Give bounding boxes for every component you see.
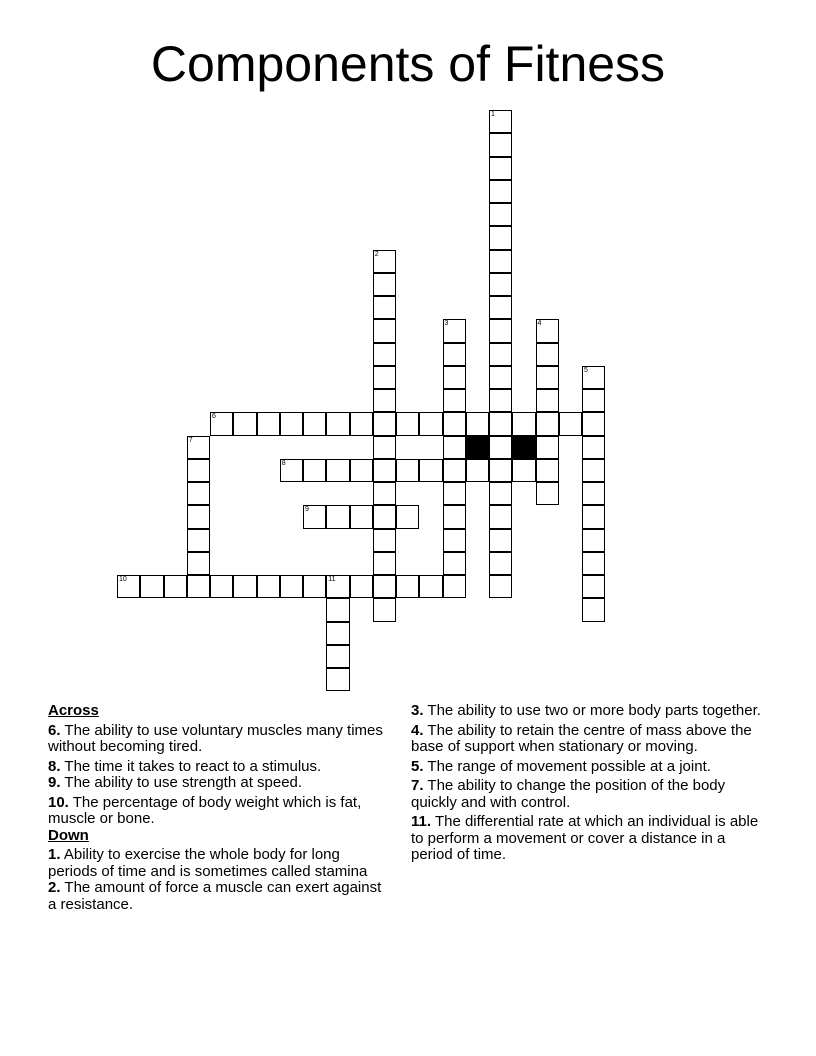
clue-across-6 (48, 723, 388, 756)
clue-text: The ability to change the position of the body quickly and with control. (411, 777, 726, 811)
crossword-cell[interactable] (582, 389, 605, 412)
clue-number: 2. (48, 879, 61, 896)
crossword-cell[interactable] (373, 250, 396, 273)
page-title: Components of Fitness (150, 36, 666, 92)
crossword-cell[interactable] (303, 459, 326, 482)
crossword-cell[interactable] (373, 598, 396, 621)
crossword-cell[interactable] (582, 598, 605, 621)
clue-text: The ability to use strength at speed. (64, 774, 303, 791)
clue-down-3 (411, 703, 761, 720)
crossword-cell[interactable] (582, 505, 605, 528)
crossword-cell[interactable] (326, 505, 349, 528)
crossword-cell[interactable] (489, 273, 512, 296)
crossword-cell[interactable] (489, 552, 512, 575)
crossword-cell[interactable] (187, 529, 210, 552)
crossword-cell[interactable] (466, 412, 489, 435)
clue-number: 1. (48, 846, 61, 863)
clue-across-9 (48, 775, 388, 792)
crossword-cell[interactable] (140, 575, 163, 598)
crossword-cell[interactable] (443, 389, 466, 412)
clue-across-8 (48, 759, 388, 776)
crossword-cell[interactable] (466, 459, 489, 482)
crossword-cell[interactable] (396, 412, 419, 435)
cell-number: 8 (281, 459, 286, 467)
cell-number: 7 (188, 436, 193, 444)
crossword-cell[interactable] (350, 505, 373, 528)
clue-number: 4. (411, 721, 424, 739)
clue-across-10 (48, 795, 388, 828)
crossword-cell[interactable] (443, 575, 466, 598)
cell-number: 11 (328, 576, 336, 583)
crossword-cell[interactable] (489, 226, 512, 249)
cell-number: 6 (212, 413, 216, 421)
cell-number: 1 (491, 111, 495, 118)
crossword-cell[interactable] (536, 412, 559, 435)
crossword-cell[interactable] (187, 459, 210, 482)
crossword-cell[interactable] (489, 343, 512, 366)
crossword-cell[interactable] (582, 529, 605, 552)
crossword-cell[interactable] (582, 552, 605, 575)
crossword-cell[interactable] (489, 180, 512, 203)
crossword-cell[interactable] (257, 412, 280, 435)
crossword-cell[interactable] (350, 412, 373, 435)
clue-number: 8. (48, 757, 61, 775)
crossword-cell[interactable] (443, 412, 466, 435)
crossword-cell[interactable] (489, 529, 512, 552)
crossword-cell[interactable] (443, 343, 466, 366)
clues-column-right (411, 703, 761, 864)
crossword-cell[interactable] (326, 668, 349, 691)
crossword-cell[interactable] (350, 459, 373, 482)
crossword-cell[interactable] (373, 366, 396, 389)
crossword-cell[interactable] (373, 389, 396, 412)
crossword-cell[interactable] (396, 505, 419, 528)
crossword-cell[interactable] (233, 412, 256, 435)
crossword-cell[interactable] (373, 482, 396, 505)
crossword-cell[interactable] (326, 459, 349, 482)
crossword-cell[interactable] (582, 459, 605, 482)
crossword-cell[interactable] (303, 505, 326, 528)
crossword-cell[interactable] (582, 436, 605, 459)
crossword-cell[interactable] (489, 110, 512, 133)
crossword-cell[interactable] (280, 459, 303, 482)
crossword-cell[interactable] (582, 366, 605, 389)
crossword-cell[interactable] (489, 296, 512, 319)
crossword-cell[interactable] (373, 319, 396, 342)
clue-down-7 (411, 778, 761, 811)
clue-number: 3. (411, 702, 424, 719)
crossword-cell[interactable] (443, 482, 466, 505)
crossword-cell[interactable] (233, 575, 256, 598)
crossword-cell[interactable] (443, 529, 466, 552)
clue-number: 10. (48, 793, 69, 811)
across-heading: Across (48, 702, 99, 719)
crossword-cell[interactable] (559, 412, 582, 435)
crossword-cell[interactable] (210, 575, 233, 598)
crossword-cell[interactable] (396, 575, 419, 598)
crossword-cell[interactable] (536, 389, 559, 412)
crossword-cell[interactable] (280, 412, 303, 435)
clue-number: 7. (411, 777, 424, 794)
crossword-cell[interactable] (489, 133, 512, 156)
crossword-cell[interactable] (326, 622, 349, 645)
crossword-cell[interactable] (489, 412, 512, 435)
crossword-cell[interactable] (536, 436, 559, 459)
crossword-cell[interactable] (280, 575, 303, 598)
crossword-cell[interactable] (373, 459, 396, 482)
crossword-cell[interactable] (373, 296, 396, 319)
crossword-cell[interactable] (489, 203, 512, 226)
clue-text: The time it takes to react to a stimulus. (64, 757, 322, 775)
clue-text: The percentage of body weight which is fat, muscle or bone. (48, 793, 362, 827)
crossword-cell[interactable] (326, 645, 349, 668)
crossword-cell[interactable] (489, 482, 512, 505)
clue-down-5 (411, 759, 761, 776)
crossword-cell[interactable] (373, 412, 396, 435)
crossword-cell[interactable] (326, 598, 349, 621)
clue-text: The differential rate at which an individual is able to perform a movement or cover a distance in a period of time. (411, 813, 759, 863)
clue-text: The ability to use two or more body parts together. (427, 702, 761, 719)
cell-number: 2 (374, 250, 379, 258)
clue-text: The ability to retain the centre of mass above the base of support when stationary or moving. (411, 721, 752, 755)
crossword-cell[interactable] (512, 412, 535, 435)
crossword-cell[interactable] (187, 436, 210, 459)
crossword-cell[interactable] (419, 575, 442, 598)
clue-number: 9. (48, 774, 61, 791)
crossword-cell[interactable] (373, 343, 396, 366)
crossword-cell[interactable] (373, 505, 396, 528)
crossword-cell[interactable] (489, 436, 512, 459)
crossword-cell[interactable] (489, 250, 512, 273)
crossword-cell[interactable] (443, 505, 466, 528)
clue-text: The ability to use voluntary muscles many times without becoming tired. (48, 721, 383, 755)
clue-number: 6. (48, 721, 61, 739)
crossword-cell[interactable] (396, 459, 419, 482)
clue-down-1 (48, 847, 388, 880)
crossword-cell[interactable] (443, 366, 466, 389)
crossword-cell[interactable] (489, 575, 512, 598)
crossword-cell[interactable] (582, 412, 605, 435)
clue-text: The amount of force a muscle can exert against a resistance. (48, 879, 382, 913)
crossword-cell[interactable] (443, 459, 466, 482)
down-heading: Down (48, 826, 89, 844)
crossword-cell[interactable] (536, 319, 559, 342)
crossword-cell[interactable] (443, 552, 466, 575)
cell-number: 4 (537, 320, 542, 328)
crossword-cell[interactable] (373, 575, 396, 598)
cell-number: 3 (444, 320, 449, 328)
crossword-cell[interactable] (582, 575, 605, 598)
crossword-cell[interactable] (419, 412, 442, 435)
clues-column-left (48, 703, 388, 913)
crossword-cell[interactable] (489, 389, 512, 412)
crossword-cell[interactable] (117, 575, 140, 598)
crossword-cell[interactable] (350, 575, 373, 598)
clue-down-11 (411, 814, 761, 864)
crossword-cell[interactable] (257, 575, 280, 598)
crossword-cell[interactable] (536, 366, 559, 389)
crossword-cell[interactable] (536, 343, 559, 366)
cell-number: 5 (584, 366, 588, 374)
cell-number: 9 (305, 506, 309, 514)
crossword-cell[interactable] (326, 412, 349, 435)
crossword-cell[interactable] (489, 459, 512, 482)
crossword-cell[interactable] (536, 459, 559, 482)
crossword-cell[interactable] (536, 482, 559, 505)
crossword-cell[interactable] (443, 436, 466, 459)
clue-number: 11. (411, 813, 432, 830)
crossword-cell[interactable] (373, 529, 396, 552)
crossword-block (512, 436, 535, 459)
crossword-cell[interactable] (373, 552, 396, 575)
crossword-cell[interactable] (187, 505, 210, 528)
crossword-cell[interactable] (187, 482, 210, 505)
crossword-cell[interactable] (326, 575, 349, 598)
crossword-cell[interactable] (443, 319, 466, 342)
crossword-cell[interactable] (164, 575, 187, 598)
crossword-block (466, 436, 489, 459)
crossword-cell[interactable] (373, 273, 396, 296)
crossword-cell[interactable] (187, 552, 210, 575)
clue-text: Ability to exercise the whole body for long periods of time and is sometimes called stamina (48, 846, 368, 880)
crossword-cell[interactable] (512, 459, 535, 482)
clue-text: The range of movement possible at a joint. (427, 757, 711, 775)
clue-down-2 (48, 880, 388, 913)
crossword-cell[interactable] (210, 412, 233, 435)
crossword-cell[interactable] (419, 459, 442, 482)
crossword-cell[interactable] (187, 575, 210, 598)
crossword-cell[interactable] (373, 436, 396, 459)
clue-number: 5. (411, 757, 424, 775)
crossword-cell[interactable] (489, 505, 512, 528)
crossword-cell[interactable] (489, 319, 512, 342)
crossword-cell[interactable] (582, 482, 605, 505)
crossword-cell[interactable] (489, 366, 512, 389)
clue-down-4 (411, 723, 761, 756)
crossword-cell[interactable] (489, 157, 512, 180)
crossword-cell[interactable] (303, 412, 326, 435)
crossword-cell[interactable] (303, 575, 326, 598)
cell-number: 10 (119, 576, 127, 583)
